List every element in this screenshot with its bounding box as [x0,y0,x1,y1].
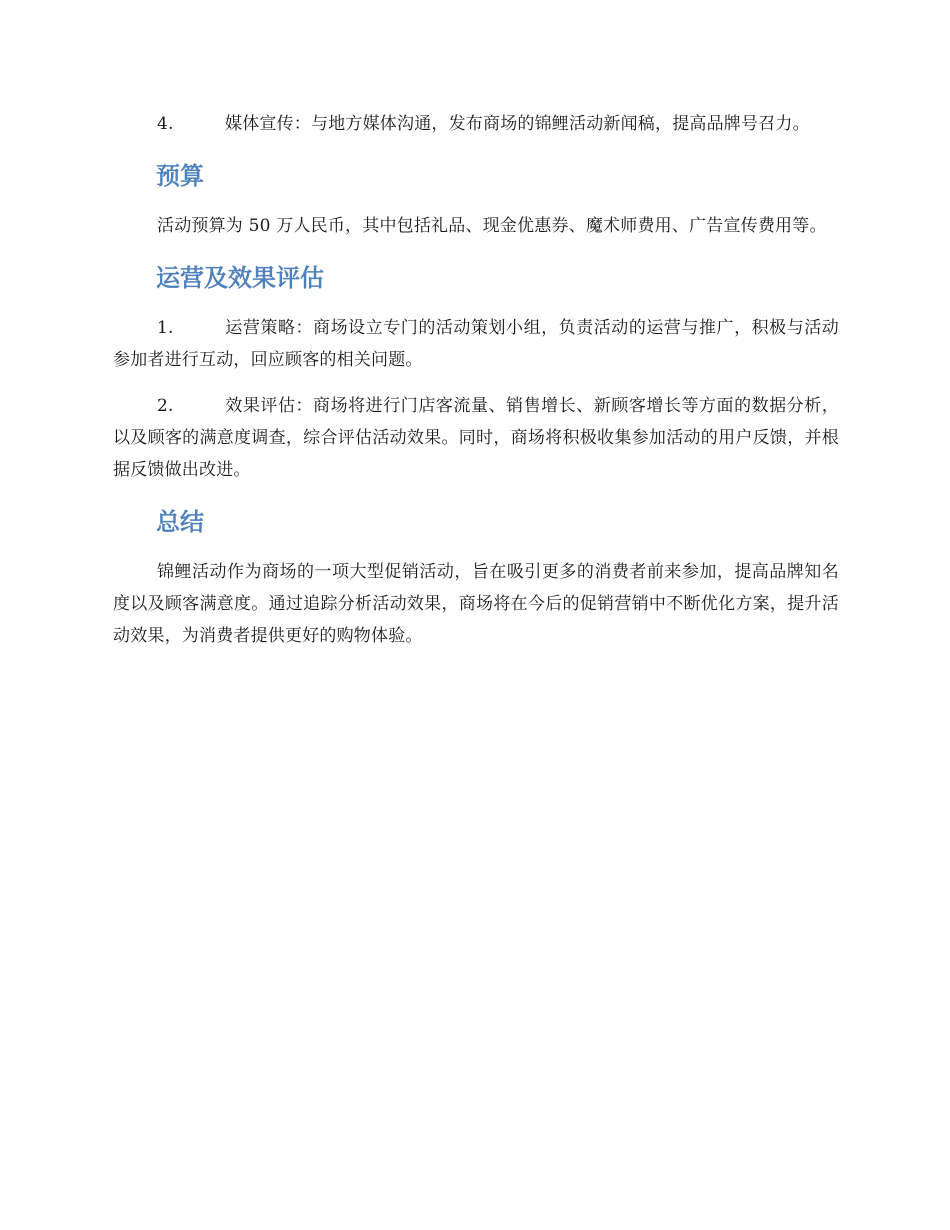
list-item-number: 4. [157,114,174,134]
budget-heading: 预算 [156,162,204,190]
list-item-number: 1. [157,318,174,338]
document-content [113,108,839,652]
list-item-effect-evaluation [113,390,839,486]
list-item-number: 2. [157,396,174,416]
list-item-media [113,108,839,140]
operations-heading: 运营及效果评估 [156,264,324,292]
summary-heading: 总结 [156,508,204,536]
list-item-operations-strategy [113,312,839,376]
list-item-text: 媒体宣传：与地方媒体沟通，发布商场的锦鲤活动新闻稿，提高品牌号召力。 [225,114,810,134]
summary-paragraph: 锦鲤活动作为商场的一项大型促销活动，旨在吸引更多的消费者前来参加，提高品牌知名度以及顾客满意度。通过追踪分析活动效果，商场将在今后的促销营销中不断优化方案，提升活动效果，为消费者提供更好的购物体验。 [113,562,839,646]
budget-paragraph: 活动预算为 50 万人民币，其中包括礼品、现金优惠券、魔术师费用、广告宣传费用等。 [157,216,827,236]
list-item-text: 效果评估：商场将进行门店客流量、销售增长、新顾客增长等方面的数据分析，以及顾客的满意度调查，综合评估活动效果。同时，商场将积极收集参加活动的用户反馈，并根据反馈做出改进。 [113,396,839,480]
list-item-text: 运营策略：商场设立专门的活动策划小组，负责活动的运营与推广，积极与活动参加者进行互动，回应顾客的相关问题。 [113,318,839,370]
